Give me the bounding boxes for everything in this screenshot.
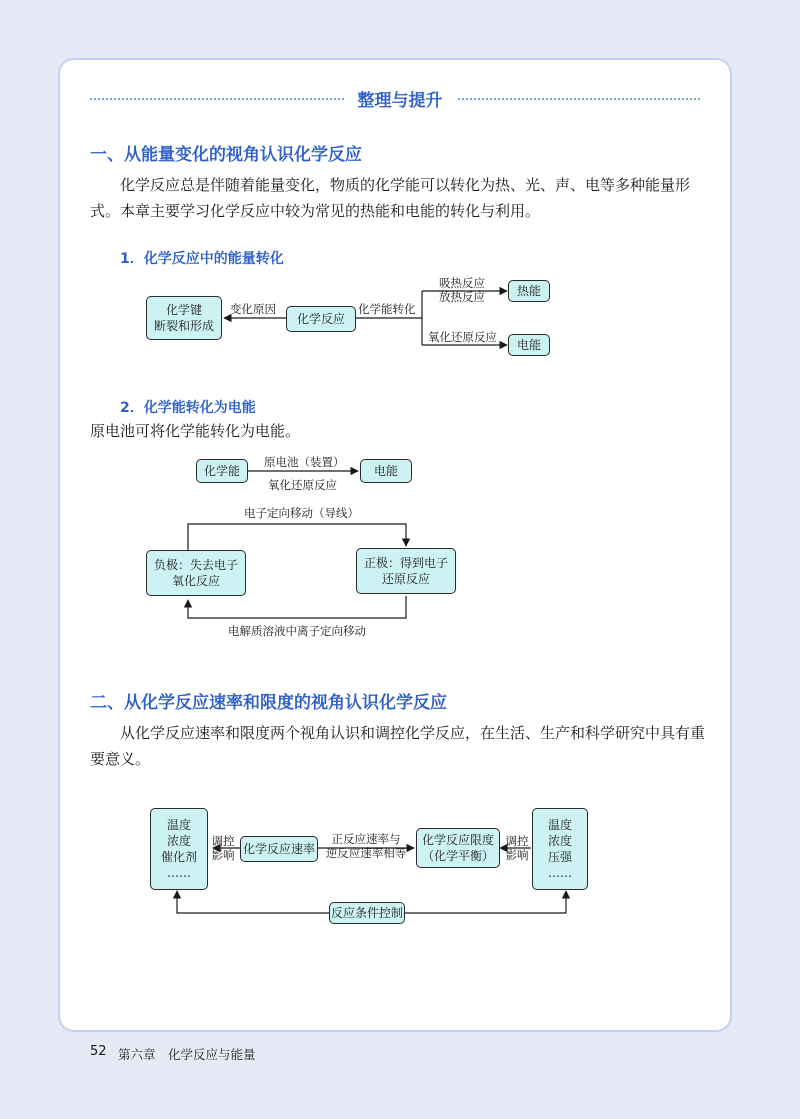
box-electric-energy-2: 电能 (360, 459, 412, 483)
label-electron-flow: 电子定向移动（导线） (244, 506, 359, 520)
arrow-condition-right (405, 891, 566, 913)
sub2-title: 2．化学能转化为电能 (120, 400, 256, 416)
box-condition-control: 反应条件控制 (329, 902, 405, 924)
label-redox-1: 氧化还原反应 (428, 330, 497, 344)
page-number: 52 (90, 1044, 107, 1059)
label-redox-2: 氧化还原反应 (268, 478, 337, 492)
footer-chapter: 第六章 化学反应与能量 (118, 1047, 256, 1062)
box-reaction-rate: 化学反应速率 (240, 836, 318, 862)
label-control-left: 调控 影响 (211, 834, 235, 862)
arrow-electron-flow (188, 524, 406, 550)
box-bond-break-form: 化学键 断裂和形成 (146, 296, 222, 340)
label-galvanic-device: 原电池（装置） (264, 455, 345, 469)
section1-title: 一、从能量变化的视角认识化学反应 (90, 145, 362, 165)
label-ion-flow: 电解质溶液中离子定向移动 (228, 624, 366, 638)
label-control-right: 调控 影响 (505, 834, 529, 862)
sub1-title: 1．化学反应中的能量转化 (120, 251, 284, 267)
arrow-ion-flow (188, 596, 406, 618)
label-rates-equal: 正反应速率与 逆反应速率相等 (325, 832, 407, 860)
box-chemical-energy: 化学能 (196, 459, 248, 483)
header-title: 整理与提升 (0, 86, 800, 111)
label-change-cause: 变化原因 (230, 302, 276, 316)
box-heat-energy: 热能 (508, 280, 550, 302)
box-negative-electrode: 负极：失去电子 氧化反应 (146, 550, 246, 596)
box-left-factors: 温度 浓度 催化剂 …… (150, 808, 208, 890)
section2-intro: 从化学反应速率和限度两个视角认识和调控化学反应，在生活、生产和科学研究中具有重要意义。 (90, 724, 706, 768)
label-heat-reactions: 吸热反应 放热反应 (439, 276, 485, 304)
arrow-condition-left (177, 891, 329, 913)
section2-title: 二、从化学反应速率和限度的视角认识化学反应 (90, 693, 447, 713)
label-energy-convert: 化学能转化 (358, 302, 416, 316)
box-chemical-reaction: 化学反应 (286, 306, 356, 332)
section1-intro: 化学反应总是伴随着能量变化，物质的化学能可以转化为热、光、声、电等多种能量形式。本章主要学习化学反应中较为常见的热能和电能的转化与利用。 (90, 176, 691, 220)
box-positive-electrode: 正极：得到电子 还原反应 (356, 548, 456, 594)
box-right-factors: 温度 浓度 压强 …… (532, 808, 588, 890)
box-electric-energy-1: 电能 (508, 334, 550, 356)
box-reaction-limit: 化学反应限度 （化学平衡） (416, 828, 500, 868)
sub2-text: 原电池可将化学能转化为电能。 (90, 422, 301, 440)
